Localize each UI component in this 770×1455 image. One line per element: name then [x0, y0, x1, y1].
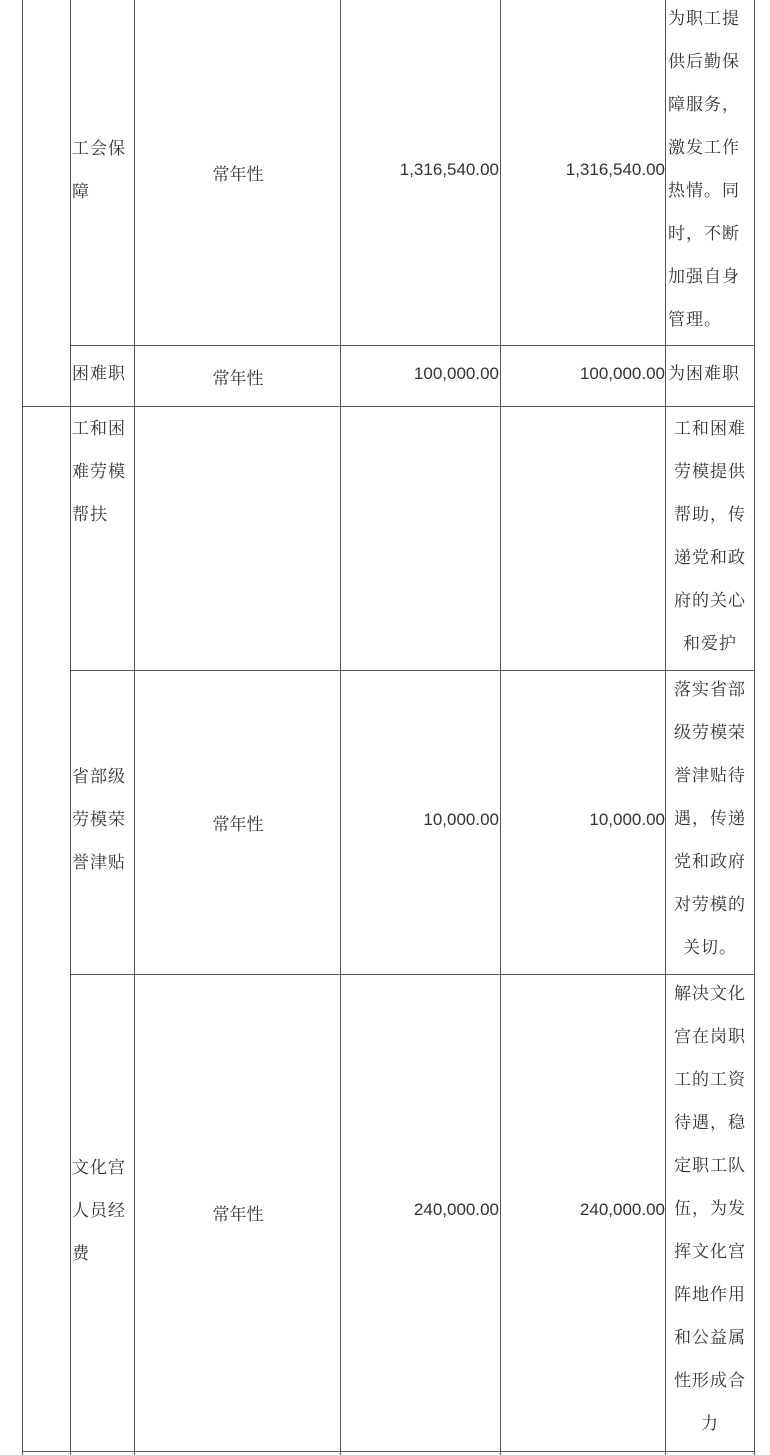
table-border-right [754, 0, 755, 1455]
column-divider [500, 0, 501, 1455]
project-type: 常年性 [212, 369, 264, 388]
project-type: 常年性 [212, 1205, 264, 1224]
column-divider [340, 0, 341, 1455]
budget-amount: 240,000.00 [413, 1200, 499, 1219]
page-break-line [22, 406, 755, 407]
project-purpose: 为职工提 供后勤保 障服务， 激发工作 热情。同 时，不断 加强自身 管理。 [668, 9, 740, 330]
project-type: 常年性 [212, 815, 264, 834]
budget-amount: 1,316,540.00 [399, 160, 499, 179]
column-divider [134, 0, 135, 1455]
project-purpose-continued: 工和困难 劳模提供 帮助，传 递党和政 府的关心 和爱护 [674, 419, 746, 654]
project-purpose: 落实省部 级劳模荣 誉津贴待 遇，传递 党和政府 对劳模的 关切。 [674, 680, 746, 958]
project-name: 工会保 障 [72, 139, 126, 202]
allocated-amount: 10,000.00 [589, 810, 665, 829]
table-border-bottom [22, 1451, 755, 1452]
allocated-amount: 100,000.00 [579, 364, 665, 383]
project-name: 省部级 劳模荣 誉津贴 [72, 767, 126, 873]
project-purpose: 为困难职 [668, 364, 740, 384]
row-divider [70, 345, 755, 346]
row-divider [70, 974, 755, 975]
allocated-amount: 1,316,540.00 [565, 160, 665, 179]
project-name: 文化宫 人员经 费 [72, 1158, 126, 1264]
project-type: 常年性 [212, 165, 264, 184]
column-divider [70, 0, 71, 1455]
project-purpose: 解决文化 宫在岗职 工的工资 待遇，稳 定职工队 伍，为发 挥文化宫 阵地作用 和公益属 性形成合 力 [674, 984, 746, 1434]
allocated-amount: 240,000.00 [579, 1200, 665, 1219]
budget-amount: 10,000.00 [423, 810, 499, 829]
project-name: 困难职 [72, 364, 126, 384]
row-divider [70, 670, 755, 671]
project-name-continued: 工和困 难劳模 帮扶 [72, 419, 126, 525]
table-border-left [22, 0, 23, 1455]
budget-amount: 100,000.00 [413, 364, 499, 383]
